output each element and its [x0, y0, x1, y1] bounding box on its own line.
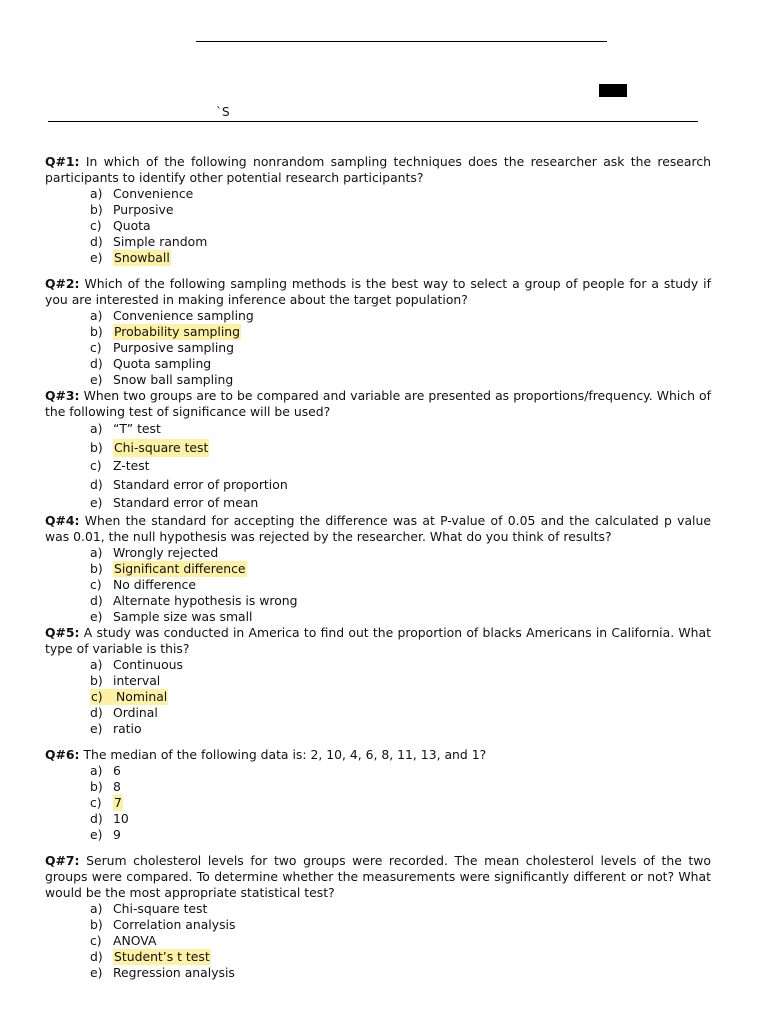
option-d: d) Standard error of proportion	[90, 476, 288, 492]
question-4	[45, 513, 711, 625]
option-c-highlighted: c) Nominal	[91, 688, 168, 704]
option-d: d) Quota sampling	[90, 356, 212, 371]
option-c: c) Quota	[90, 218, 151, 233]
option-b-highlighted: b) Significant difference	[90, 560, 246, 576]
question-stem	[45, 747, 711, 763]
option-list	[45, 545, 711, 625]
option-d-highlighted: d) Student’s t test	[90, 948, 210, 964]
option-b: b) 8	[90, 778, 121, 794]
header-mark: `S	[216, 105, 230, 119]
option-b: b) Purposive	[90, 202, 174, 217]
option-d: d) Simple random	[90, 234, 208, 249]
header-rule	[48, 121, 698, 122]
option-b: b) Correlation analysis	[90, 916, 236, 932]
option-e: e) Sample size was small	[90, 608, 253, 624]
question-number: Q#1:	[45, 154, 80, 169]
option-e: e) Standard error of mean	[90, 495, 259, 510]
question-stem	[45, 513, 711, 545]
option-list	[45, 763, 711, 843]
question-stem	[45, 276, 711, 308]
option-list	[45, 186, 711, 266]
option-e: e) Snow ball sampling	[90, 372, 234, 387]
question-stem	[45, 388, 711, 420]
question-text: The median of the following data is: 2, 10, 4, 6, 8, 11, 13, and 1?	[83, 746, 487, 762]
option-a: a) “T” test	[90, 421, 161, 436]
question-5	[45, 625, 711, 737]
question-number: Q#4:	[45, 512, 80, 528]
question-7	[45, 853, 711, 981]
question-6	[45, 747, 711, 843]
option-a: a) Wrongly rejected	[90, 544, 219, 560]
question-number: Q#3:	[45, 388, 80, 403]
option-d: d) 10	[90, 810, 129, 826]
question-2	[45, 276, 711, 388]
option-list	[45, 308, 711, 388]
question-stem	[45, 625, 711, 657]
option-c: c) Purposive sampling	[90, 340, 235, 355]
option-c: c) Z-test	[90, 458, 150, 473]
option-c: c) No difference	[90, 576, 196, 592]
question-number: Q#5:	[45, 624, 80, 640]
question-text: When two groups are to be compared and variable are presented as proportions/frequency. Which of the following test of significance will be used?	[45, 388, 711, 419]
option-e: e) 9	[90, 826, 121, 842]
option-e: e) ratio	[90, 720, 142, 736]
option-c: c) ANOVA	[90, 932, 157, 948]
question-text: A study was conducted in America to find out the proportion of blacks Americans in California. What type of variable is this?	[45, 624, 711, 656]
option-d: d) Alternate hypothesis is wrong	[90, 592, 298, 608]
option-b-highlighted: b) Chi-square test	[45, 439, 711, 458]
option-d: d) Ordinal	[90, 704, 158, 720]
question-text: Which of the following sampling methods is the best way to select a group of people for a study if you are interested in making inference about the target population?	[45, 276, 711, 307]
option-a: a) Convenience sampling	[90, 308, 254, 323]
option-list	[45, 657, 711, 737]
option-list	[45, 420, 711, 513]
question-stem	[45, 853, 711, 901]
question-1	[45, 154, 711, 266]
question-stem	[45, 154, 711, 186]
option-b: b) interval	[90, 672, 161, 688]
question-number: Q#7:	[45, 852, 80, 868]
question-text: In which of the following nonrandom sampling techniques does the researcher ask the research participants to identify other potential research participants?	[45, 154, 711, 185]
option-c-highlighted: c) 7	[90, 794, 122, 810]
question-number: Q#6:	[45, 746, 80, 762]
question-list	[45, 154, 711, 981]
redaction-block	[599, 84, 627, 97]
option-a: a) Continuous	[90, 656, 183, 672]
option-e-highlighted: e) Snowball	[90, 250, 170, 265]
option-a: a) 6	[90, 762, 121, 778]
option-b-highlighted: b) Probability sampling	[90, 324, 241, 339]
question-number: Q#2:	[45, 276, 80, 291]
question-3	[45, 388, 711, 513]
option-e: e) Regression analysis	[90, 964, 235, 980]
option-a: a) Chi-square test	[90, 900, 208, 916]
question-text: When the standard for accepting the difference was at P-value of 0.05 and the calculated p value was 0.01, the null hypothesis was rejected by the researcher. What do you think of results?	[45, 512, 711, 544]
question-text: Serum cholesterol levels for two groups were recorded. The mean cholesterol levels of the two groups were compared. To determine whether the measurements were significantly different or not? What would be the most appropriate statistical test?	[45, 852, 711, 900]
option-list	[45, 901, 711, 981]
top-rule	[196, 41, 607, 42]
option-a: a) Convenience	[90, 186, 194, 201]
